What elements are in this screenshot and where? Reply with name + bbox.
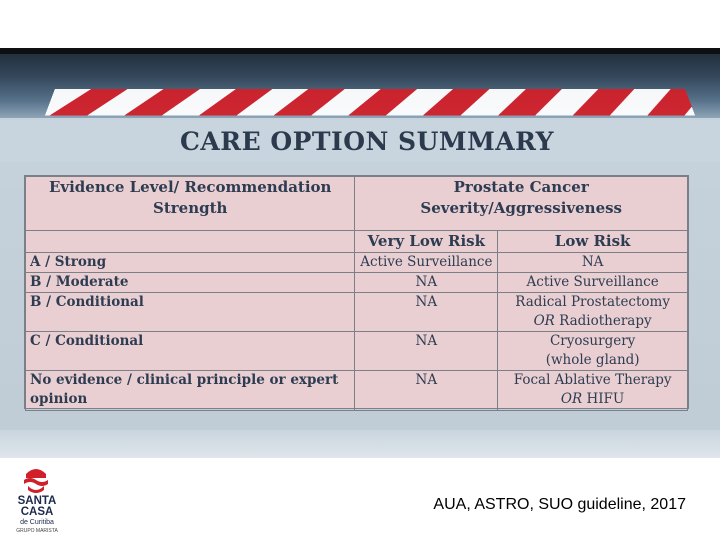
header-left-line1: Evidence Level/ Recommendation [48,178,332,196]
logo-line1: SANTA [17,495,57,507]
slide-title: CARE OPTION SUMMARY [180,127,554,156]
row-label: C / Conditional [26,332,355,371]
cell-low-line2 [502,390,683,409]
cell-very-low: NA [355,293,498,332]
care-option-grid [25,176,688,411]
cell-low [498,293,688,332]
cell-low-line2-rest: HIFU [582,391,625,407]
top-margin [0,0,720,48]
santa-casa-emblem-icon [22,466,50,494]
cell-low [498,371,688,411]
citation-text: AUA, ASTRO, SUO guideline, 2017 [433,496,686,513]
header-evidence-level [26,177,355,231]
top-black-line [0,48,720,54]
or-text: OR [533,313,555,329]
header-right-line2: Severity/Aggressiveness [420,199,622,217]
cell-low-line2-rest: Radiotherapy [554,313,652,329]
header-left-line2: Strength [152,199,228,217]
cell-low: NA [498,253,688,273]
care-option-table [24,175,689,409]
or-text: OR [560,391,583,407]
cell-low-line1: Focal Ablative Therapy [513,372,672,388]
logo-line4: GRUPO MARISTA [16,528,58,534]
row-label: B / Conditional [26,293,355,332]
logo-line3: de Curitiba [20,519,54,526]
red-white-stripes [45,89,695,115]
col-very-low-risk: Very Low Risk [355,231,498,253]
header-prostate-cancer [355,177,688,231]
cell-low-line1: Cryosurgery [549,333,636,349]
subheader-empty [26,231,355,253]
col-low-risk: Low Risk [498,231,688,253]
cell-low-line1: Radical Prostatectomy [515,294,670,310]
cell-very-low: NA [355,371,498,411]
row-label-line2: opinion [30,391,88,407]
cell-very-low: Active Surveillance [355,253,498,273]
logo-line2: CASA [20,506,54,518]
row-label: B / Moderate [26,273,355,293]
row-label [26,371,355,411]
cell-low-line2: (whole gland) [545,352,640,368]
cell-low: Active Surveillance [498,273,688,293]
background-bottom-band [0,430,720,458]
row-label: A / Strong [26,253,355,273]
cell-very-low: NA [355,273,498,293]
cell-low-line2 [502,312,683,331]
header-right-line1: Prostate Cancer [453,178,589,196]
santa-casa-logo [10,466,64,536]
cell-very-low: NA [355,332,498,371]
cell-low [498,332,688,371]
row-label-line1: No evidence / clinical principle or expert [30,372,339,388]
